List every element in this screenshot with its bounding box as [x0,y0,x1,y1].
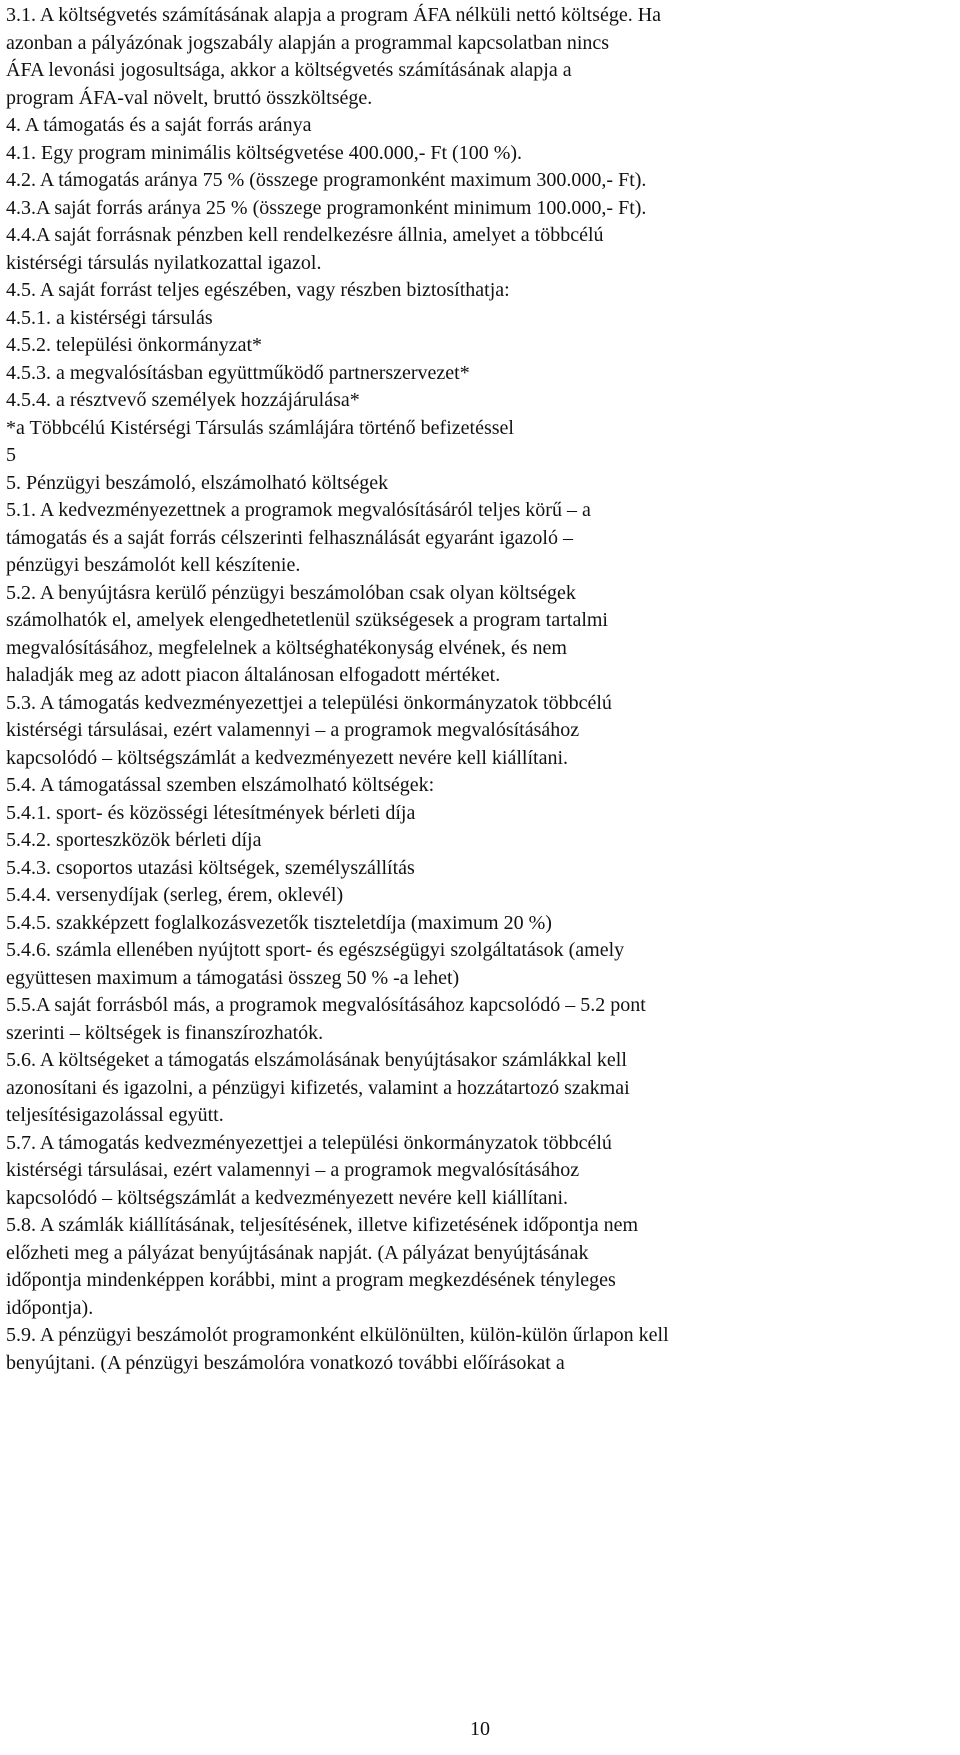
text-line: 5 [6,444,16,466]
text-line: 5.8. A számlák kiállításának, teljesítésének, illetve kifizetésének időpontja nem [6,1214,639,1236]
text-line: benyújtani. (A pénzügyi beszámolóra vonatkozó további előírásokat a [6,1351,565,1374]
text-line: 5.4.1. sport- és közösségi létesítmények bérleti díja [6,801,416,824]
text-line: 5.4.5. szakképzett foglalkozásvezetők tiszteletdíja (maximum 20 %) [6,911,552,934]
text-line: 4.5.2. települési önkormányzat* [6,334,263,356]
text-line: haladják meg az adott piacon általánosan elfogadott mértéket. [6,664,501,686]
text-line: előzheti meg a pályázat benyújtásának napját. (A pályázat benyújtásának [6,1241,589,1264]
text-line: 5.9. A pénzügyi beszámolót programonként elkülönülten, külön-külön űrlapon kell [6,1324,669,1346]
text-line: *a Többcélú Kistérségi Társulás számlájára történő befizetéssel [6,416,514,439]
text-line: számolhatók el, amelyek elengedhetetlenül szükségesek a program tartalmi [6,609,608,631]
text-line: 4.5.1. a kistérségi társulás [6,306,213,329]
text-line: időpontja). [6,1296,94,1319]
text-line: 4.5.4. a résztvevő személyek hozzájárulása* [6,389,360,411]
text-line: ÁFA levonási jogosultsága, akkor a költségvetés számításának alapja a [6,59,572,81]
text-line: 5.4. A támogatással szemben elszámolható költségek: [6,774,435,796]
text-line: program ÁFA-val növelt, bruttó összköltsége. [6,86,373,109]
text-line: kistérségi társulásai, ezért valamennyi – a programok megvalósításához [6,719,580,741]
text-line: 4.5.3. a megvalósításban együttműködő partnerszervezet* [6,361,470,384]
text-line: támogatás és a saját forrás célszerinti felhasználását egyaránt igazoló – [6,526,573,549]
text-line: 5.7. A támogatás kedvezményezettjei a települési önkormányzatok többcélú [6,1131,612,1154]
text-line: azonosítani és igazolni, a pénzügyi kifizetés, valamint a hozzátartozó szakmai [6,1076,630,1099]
text-line: 5.6. A költségeket a támogatás elszámolásának benyújtásakor számlákkal kell [6,1049,627,1071]
text-line: kapcsolódó – költségszámlát a kedvezményezett nevére kell kiállítani. [6,1186,569,1209]
text-line: 5.2. A benyújtásra kerülő pénzügyi beszámolóban csak olyan költségek [6,581,576,604]
text-line: 5.3. A támogatás kedvezményezettjei a települési önkormányzatok többcélú [6,691,612,714]
text-line: 4.3.A saját forrás aránya 25 % (összege programonként minimum 100.000,- Ft). [6,196,647,219]
text-line: kistérségi társulásai, ezért valamennyi – a programok megvalósításához [6,1159,580,1181]
text-line: időpontja mindenképpen korábbi, mint a program megkezdésének tényleges [6,1269,616,1291]
text-line: 5.4.2. sporteszközök bérleti díja [6,829,262,851]
text-line: azonban a pályázónak jogszabály alapján a programmal kapcsolatban nincs [6,31,610,54]
text-line: 4. A támogatás és a saját forrás aránya [6,114,312,136]
text-line: 5. Pénzügyi beszámoló, elszámolható költségek [6,471,389,494]
document-body [6,2,951,1377]
text-line: megvalósításához, megfelelnek a költséghatékonyság elvének, és nem [6,636,567,659]
text-line: 5.5.A saját forrásból más, a programok megvalósításához kapcsolódó – 5.2 pont [6,994,646,1016]
text-line: 5.4.4. versenydíjak (serleg, érem, oklevél) [6,884,344,906]
text-line: kistérségi társulás nyilatkozattal igazol. [6,251,322,274]
page-number: 10 [470,1718,490,1740]
text-line: 4.1. Egy program minimális költségvetése 400.000,- Ft (100 %). [6,141,523,164]
text-line: 5.1. A kedvezményezettnek a programok megvalósításáról teljes körű – a [6,499,591,521]
text-line: teljesítésigazolással együtt. [6,1104,224,1126]
text-line: kapcsolódó – költségszámlát a kedvezményezett nevére kell kiállítani. [6,746,569,769]
text-line: 3.1. A költségvetés számításának alapja a program ÁFA nélküli nettó költsége. Ha [6,4,662,26]
text-line: szerinti – költségek is finanszírozhatók. [6,1021,324,1044]
text-line: pénzügyi beszámolót kell készítenie. [6,554,301,576]
text-line: 4.2. A támogatás aránya 75 % (összege programonként maximum 300.000,- Ft). [6,169,647,191]
text-line: 4.4.A saját forrásnak pénzben kell rendelkezésre állnia, amelyet a többcélú [6,224,604,246]
text-line: 4.5. A saját forrást teljes egészében, vagy részben biztosíthatja: [6,279,510,301]
text-line: 5.4.6. számla ellenében nyújtott sport- és egészségügyi szolgáltatások (amely [6,939,625,961]
text-line: 5.4.3. csoportos utazási költségek, személyszállítás [6,856,415,879]
text-line: együttesen maximum a támogatási összeg 50 % -a lehet) [6,966,460,989]
